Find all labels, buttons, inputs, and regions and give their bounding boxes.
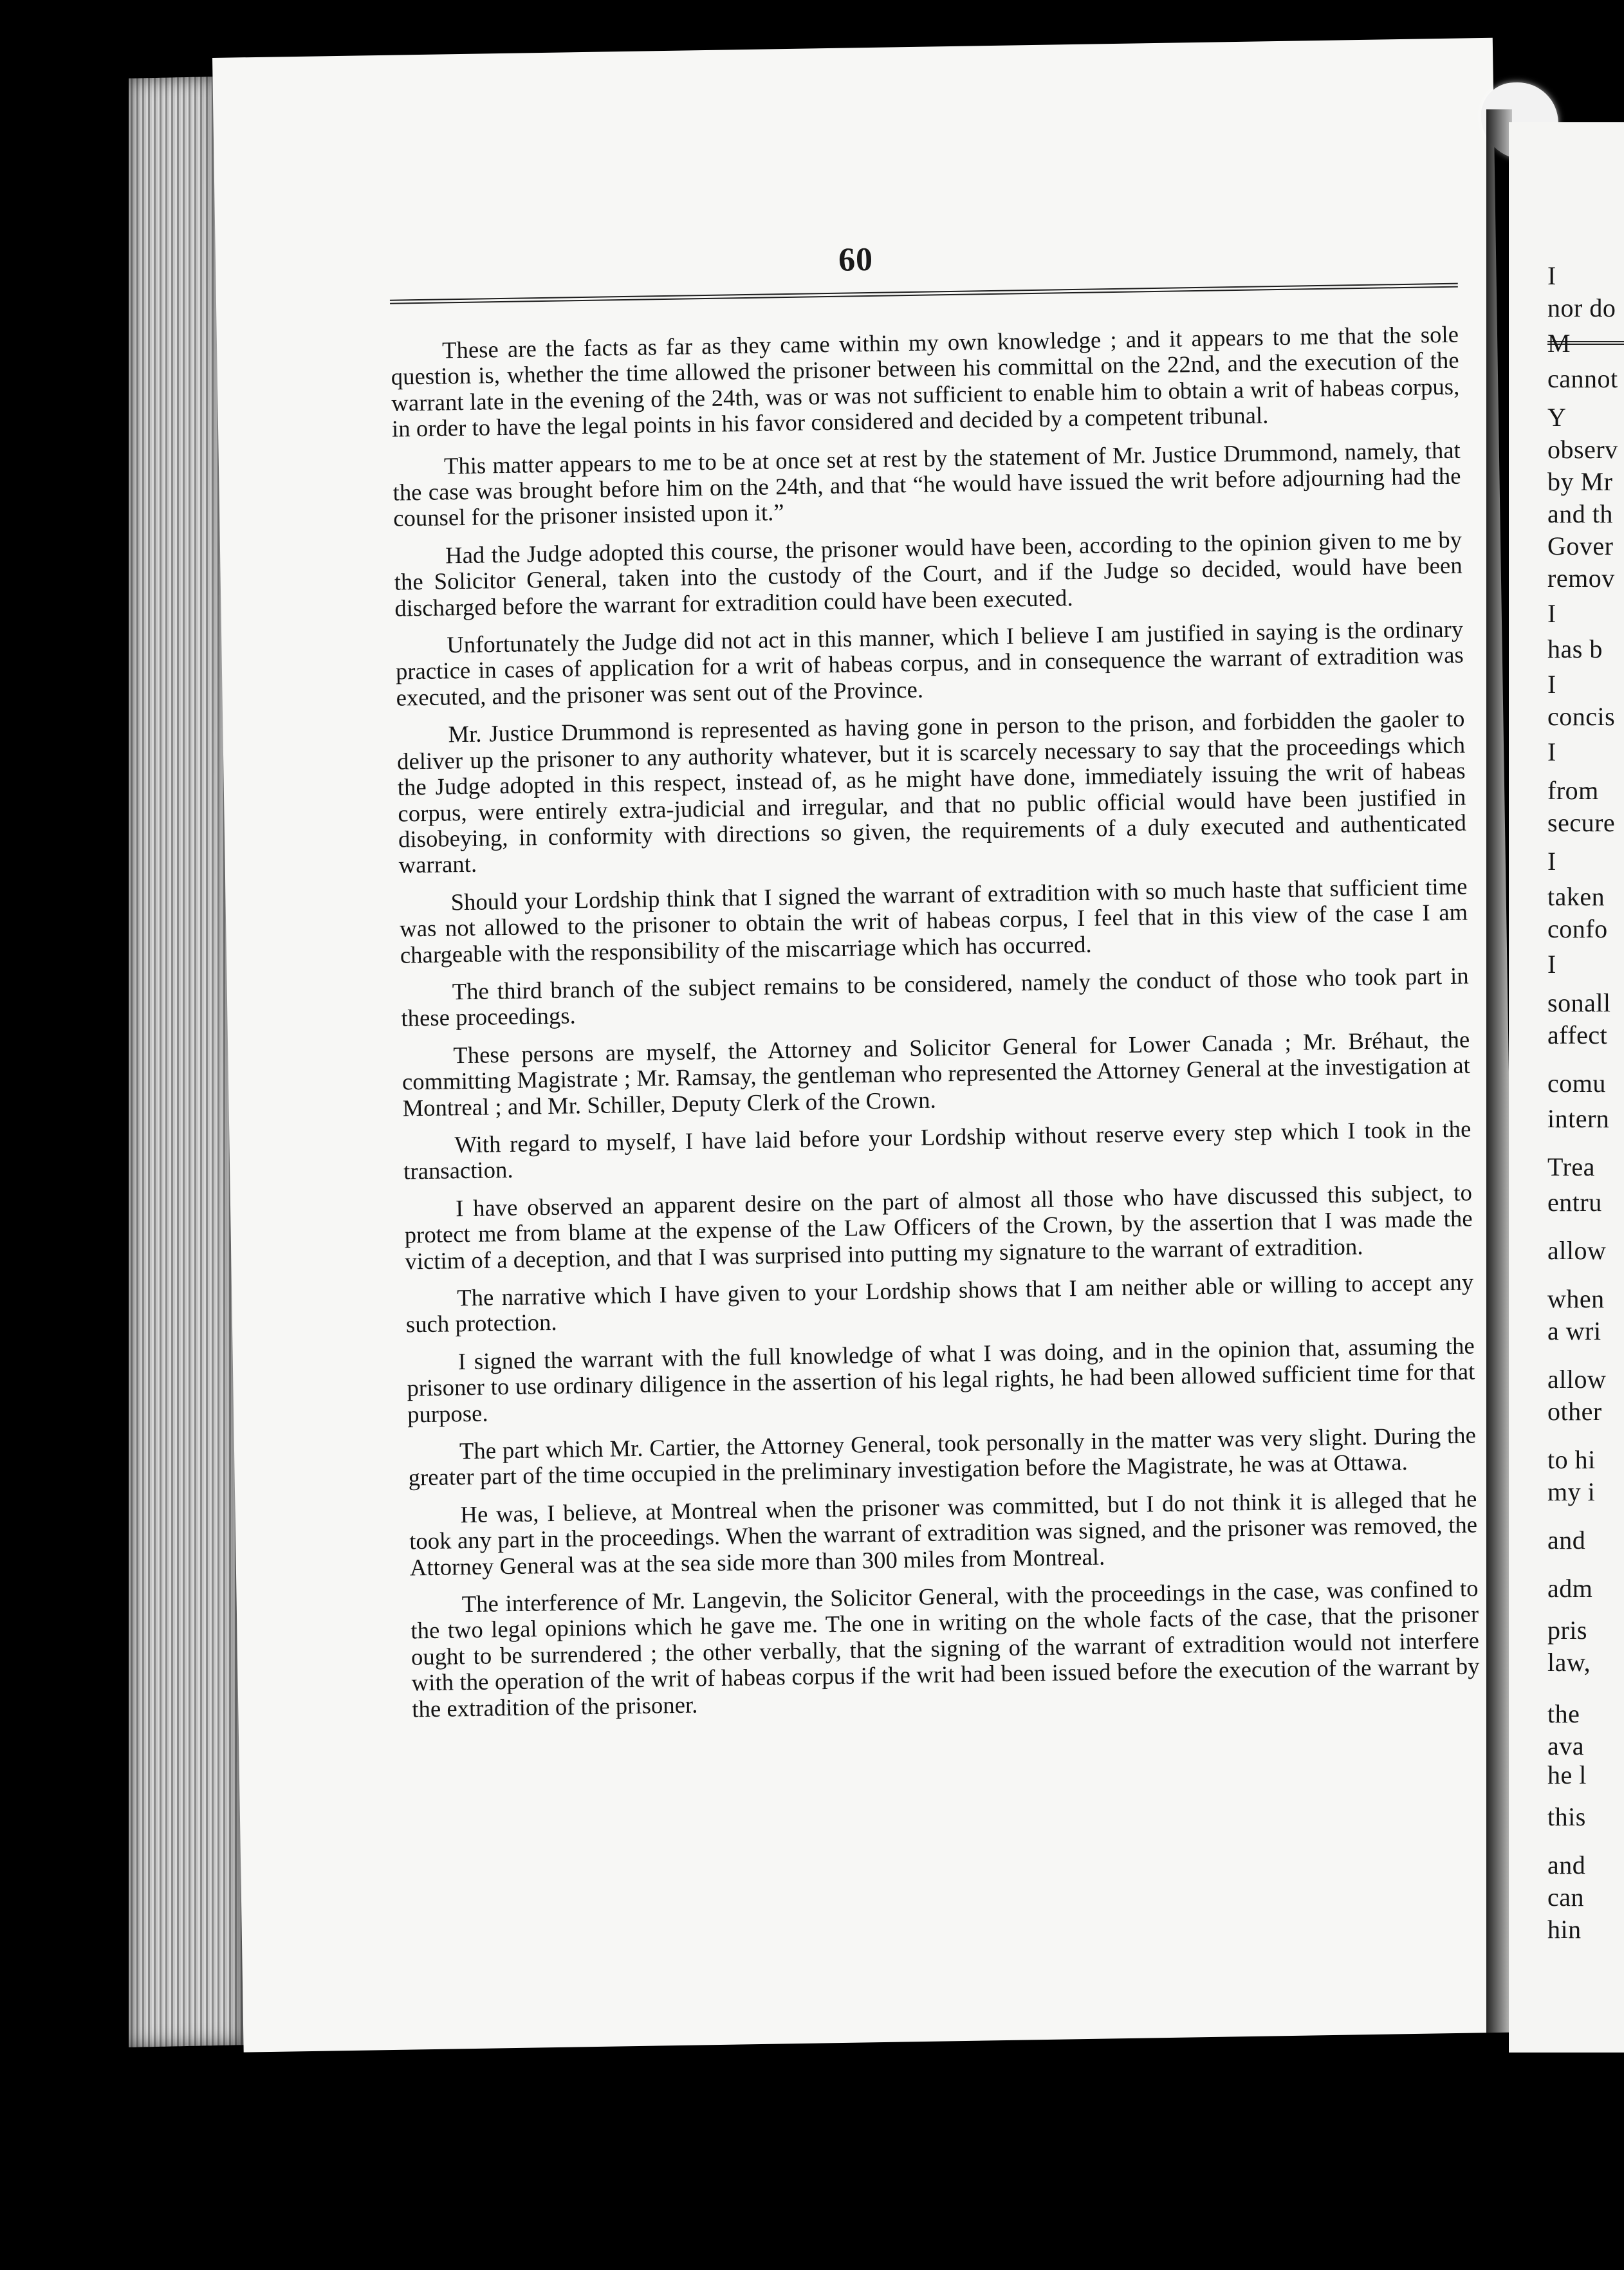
book-page: [212, 38, 1524, 2053]
paragraph: Unfortunately the Judge did not act in this manner, which I believe I am justified in saying is the ordinary practice in cases of application for a writ of habeas corpus, and in consequence the warrant of extradition was executed, and the prisoner was sent out of the Province.: [395, 615, 1464, 711]
header-rule: [390, 283, 1458, 304]
facing-page-fragment: [1509, 122, 1624, 2053]
paragraph: The narrative which I have given to your Lordship shows that I am neither able or willing to accept any such protection.: [405, 1268, 1474, 1338]
facing-page-text: a wri: [1547, 1316, 1601, 1345]
facing-page-text: entru: [1547, 1188, 1602, 1217]
paragraph: He was, I believe, at Montreal when the prisoner was committed, but I do not think it is alleged that he took any part in the proceedings. When the warrant of extradition was signed, and the prisoner was removed, the Attorney General was at the sea side more than 300 miles from Montreal.: [409, 1485, 1478, 1581]
facing-page-text: remov: [1547, 564, 1615, 593]
facing-page-text: has b: [1547, 634, 1603, 663]
facing-page-text: adm: [1547, 1574, 1593, 1603]
facing-page-text: comu: [1547, 1069, 1606, 1098]
paragraph: Mr. Justice Drummond is represented as having gone in person to the prison, and forbidden the gaoler to deliver up the prisoner to any authority whatever, but it is scarcely necessary to say that the proceedings which the Judge adopted in this respect, instead of, as he might have done, immediately issuing the writ of habeas corpus, were entirely extra-judicial and irregular, and that no public official would have been justified in disobeying, in conformity with directions so given, the requirements of a duly executed and authenticated warrant.: [396, 705, 1467, 878]
facing-page-text: I: [1547, 737, 1556, 766]
paragraph: These are the facts as far as they came within my own knowledge ; and it appears to me that the sole question is, whether the time allowed the prisoner between his committal on the 22nd, and the execution of the warrant late in the evening of the 24th, was or was not sufficient to enable him to obtain a writ of habeas corpus, in order to have the legal points in his favor considered and decided by a competent tribunal.: [391, 320, 1460, 442]
facing-page-text: concis: [1547, 702, 1616, 731]
facing-page-text: when: [1547, 1284, 1605, 1313]
facing-page-text: pris: [1547, 1616, 1587, 1645]
facing-page-text: hin: [1547, 1915, 1582, 1944]
facing-page-text: M: [1547, 329, 1571, 358]
paragraph: I signed the warrant with the full knowledge of what I was doing, and in the opinion that, assuming the prisoner to use ordinary diligence in the assertion of his legal rights, he had been allowed sufficient time for that purpose.: [407, 1332, 1475, 1428]
facing-page-text: I: [1547, 670, 1556, 699]
paragraph: With regard to myself, I have laid before your Lordship without reserve every step which I took in the transaction.: [403, 1115, 1472, 1185]
facing-page-text: confo: [1547, 914, 1608, 943]
facing-page-text: the: [1547, 1699, 1580, 1728]
paragraph: The interference of Mr. Langevin, the Solicitor General, with the proceedings in the case, was confined to the two legal opinions which he gave me. The one in writing on the whole facts of the case, that the prisoner ought to be surrendered ; the other verbally, that the signing of the warrant of extradition would not interfere with the operation of the writ of habeas corpus if the writ had been issued before the execution of the warrant by the extradition of the prisoner.: [411, 1574, 1480, 1722]
facing-page-text: taken: [1547, 882, 1605, 911]
spine-gutter: [1486, 109, 1512, 2065]
facing-page-text: I: [1547, 599, 1556, 628]
facing-page-text: cannot: [1547, 364, 1618, 393]
facing-page-text: my i: [1547, 1477, 1596, 1506]
paragraph: The part which Mr. Cartier, the Attorney General, took personally in the matter was very slight. During the greater part of the time occupied in the preliminary investigation before the Magistrate, he was at Ottawa.: [408, 1421, 1477, 1491]
facing-page-text: I: [1547, 847, 1556, 876]
facing-page-text: and: [1547, 1850, 1586, 1879]
facing-page-text: observ: [1547, 435, 1618, 464]
facing-page-text: allow: [1547, 1365, 1607, 1394]
facing-page-text: secure: [1547, 808, 1616, 837]
paragraph: These persons are myself, the Attorney and Solicitor General for Lower Canada ; Mr. Bréhaut, the committing Magistrate ; Mr. Ramsay, the gentleman who represented the Attorney General at the investigation at Montreal ; and Mr. Schiller, Deputy Clerk of the Crown.: [401, 1026, 1471, 1121]
facing-page-text: I: [1547, 950, 1556, 979]
paragraph: I have observed an apparent desire on the part of almost all those who have discussed this subject, to protect me from blame at the expense of the Law Officers of the Crown, by the assertion that I was made the victim of a deception, and that I was surprised into putting my signature to the warrant of extradition.: [404, 1179, 1473, 1275]
facing-page-text: nor do: [1547, 293, 1616, 322]
facing-page-text: this: [1547, 1802, 1586, 1831]
facing-page-text: Gover: [1547, 531, 1614, 560]
facing-page-text: by Mr: [1547, 467, 1613, 496]
facing-page-text: he l: [1547, 1760, 1587, 1789]
facing-page-text: I: [1547, 261, 1556, 290]
facing-page-text: to hi: [1547, 1445, 1596, 1474]
facing-page-text: law,: [1547, 1648, 1591, 1677]
facing-page-text: Trea: [1547, 1152, 1595, 1181]
paragraph: The third branch of the subject remains to be considered, namely the conduct of those who took part in these proceedings.: [401, 962, 1469, 1031]
facing-page-text: allow: [1547, 1236, 1607, 1265]
facing-page-text: and th: [1547, 499, 1613, 528]
facing-page-text: other: [1547, 1397, 1602, 1426]
page-number: 60: [838, 241, 874, 279]
facing-page-text: from: [1547, 776, 1599, 805]
facing-page-text: affect: [1547, 1020, 1608, 1049]
paragraph: Had the Judge adopted this course, the prisoner would have been, according to the opinion given to me by the Solicitor General, taken into the custody of the Court, and if the Judge so decided, would have been discharged before the warrant for extradition could have been executed.: [394, 526, 1463, 622]
facing-page-text: and: [1547, 1526, 1586, 1555]
facing-page-text: intern: [1547, 1104, 1610, 1133]
paragraph: Should your Lordship think that I signed the warrant of extradition with so much haste that sufficient time was not allowed to the prisoner to obtain the writ of habeas corpus, I feel that in this view of the case I am chargeable with the responsibility of the miscarriage which has occurred.: [399, 872, 1468, 968]
paragraph: This matter appears to me to be at once set at rest by the statement of Mr. Justice Drummond, namely, that the case was brought before him on the 24th, and that “he would have issued the writ before adjourning had the counsel for the prisoner insisted upon it.”: [392, 436, 1461, 532]
page-body: [391, 322, 1481, 1734]
facing-page-text: ava: [1547, 1731, 1585, 1760]
facing-page-text: Y: [1547, 403, 1567, 432]
facing-page-text: sonall: [1547, 988, 1611, 1017]
facing-page-text: can: [1547, 1883, 1585, 1912]
